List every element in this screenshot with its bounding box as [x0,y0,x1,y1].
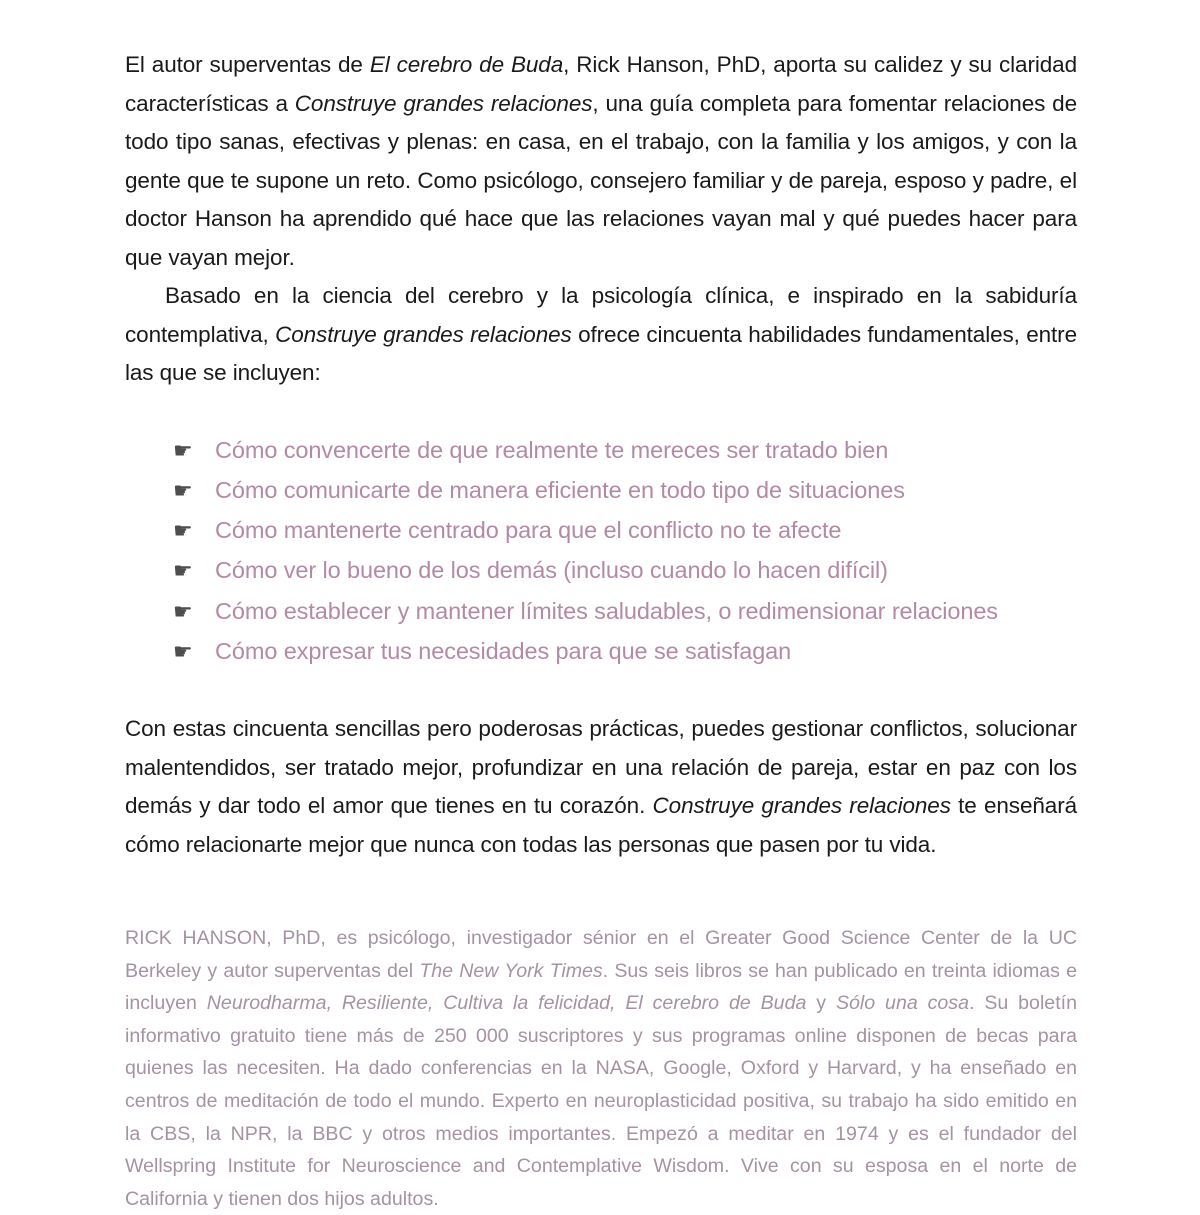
bio-text-4: . Su boletín informativo gratuito tiene más de 250 000 suscriptores y sus programas online disponen de becas para quienes las necesiten. Ha dado conferencias en la NASA, Google, Oxford y Harvard, y ha enseñado en centros de meditación de todo el mundo. Experto en neuroplasticidad positiva, su trabajo ha sido emitido en la CBS, la NPR, la BBC y otros medios importantes. Empezó a meditar en 1974 y es el fundador del Wellspring Institute for Neuroscience and Contemplative Wisdom. Vive con su esposa en el norte de California y tienen dos hijos adultos. [125,992,1077,1210]
skills-text-2: ofrece cincuenta habilidades fundamentales, entre las que se incluyen: [125,321,1077,385]
closing-text-1: Con estas cincuenta sencillas pero poderosas prácticas, puedes gestionar conflictos, solucionar malentendidos, ser tratado mejor, profundizar en una relación de pareja, estar en paz con los demás y dar todo el amor que tienes en tu corazón. [125,716,1077,819]
newspaper-title: The New York Times [419,959,603,982]
list-item [173,431,1077,471]
list-item [173,551,1077,591]
pointing-hand-icon: ☛ [173,599,193,625]
bio-book-title-solo-una-cosa: Sólo una cosa [835,992,969,1015]
skills-paragraph [125,277,1077,393]
list-item-text: Cómo expresar tus necesidades para que se satisfagan [215,637,792,664]
author-bio [125,922,1077,1215]
intro-text-3: , una guía completa para fomentar relaciones de todo tipo sanas, efectivas y plenas: en casa, en el trabajo, con la familia y los amigos, y con la gente que te supone un reto. Como psicólogo, consejero familiar y de pareja, esposo y padre, el doctor Hanson ha aprendido qué hace que las relaciones vayan mal y qué puedes hacer para que vayan mejor. [125,90,1077,270]
list-item [173,511,1077,551]
pointing-hand-icon: ☛ [173,559,193,585]
book-title-construye: Construye grandes relaciones [652,793,951,819]
closing-paragraph [125,710,1077,864]
skills-text-1: Basado en la ciencia del cerebro y la psicología clínica, e inspirado en la sabiduría contemplativa, [125,283,1077,347]
bio-text-3: y [806,992,836,1015]
book-title-construye: Construye grandes relaciones [275,321,572,347]
intro-text-1: El autor superventas de [125,52,370,77]
list-item [173,471,1077,511]
list-item [173,592,1077,632]
list-item-text: Cómo comunicarte de manera eficiente en todo tipo de situaciones [215,476,905,503]
back-cover-text [125,46,1077,864]
description-body [125,46,1077,864]
pointing-hand-icon: ☛ [173,639,193,665]
bio-text-2: . Sus seis libros se han publicado en treinta idiomas e incluyen [125,959,1078,1015]
bio-text-1: RICK HANSON, PhD, es psicólogo, investigador sénior en el Greater Good Science Center de la UC Berkeley y autor superventas del [125,927,1077,982]
list-item [173,632,1077,672]
skills-list [173,431,1077,673]
list-item-text: Cómo mantenerte centrado para que el conflicto no te afecte [215,517,842,544]
book-title-el-cerebro-de-buda: El cerebro de Buda [369,52,564,77]
book-title-construye: Construye grandes relaciones [294,90,593,116]
pointing-hand-icon: ☛ [173,438,193,464]
list-item-text: Cómo ver lo bueno de los demás (incluso cuando lo hacen difícil) [215,557,888,584]
pointing-hand-icon: ☛ [173,519,193,545]
list-item-text: Cómo convencerte de que realmente te mereces ser tratado bien [215,436,889,463]
closing-text-2: te enseñará cómo relacionarte mejor que nunca con todas las personas que pasen por tu vida. [125,793,1078,857]
intro-paragraph [125,46,1077,277]
intro-text-2: , Rick Hanson, PhD, aporta su calidez y su claridad características a [125,52,1077,116]
list-item-text: Cómo establecer y mantener límites saludables, o redimensionar relaciones [215,597,998,624]
pointing-hand-icon: ☛ [173,478,193,504]
bio-book-titles: Neurodharma, Resiliente, Cultiva la felicidad, El cerebro de Buda [206,992,807,1015]
